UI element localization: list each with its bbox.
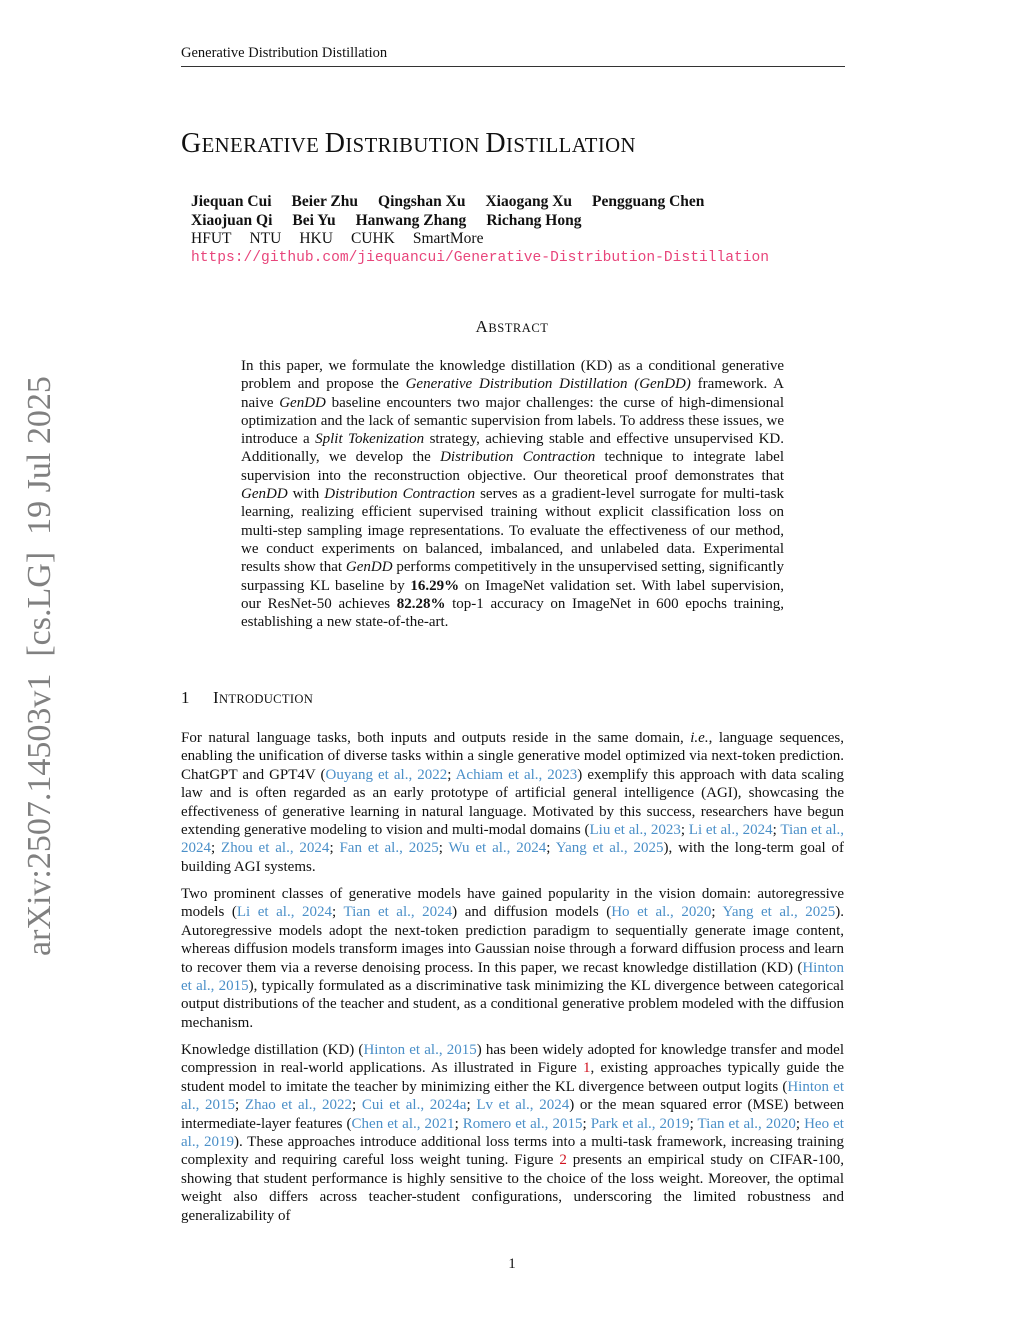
paragraph-text: ) has been widely adopted for knowledge transfer and model compression in real-world applications. As illustrated in Figure [181,1042,844,1077]
paragraph-text: presents an empirical study on CIFAR-100, showing that student performance is highly sensitive to the choice of the loss weight. Moreover, the optimal weight also differs across teacher-student configurations, underscoring the limited robustness and generalizability of [181,1152,845,1224]
citation-link[interactable]: Fan et al., 2025 [339,840,439,857]
author-name: Xiaogang Xu [485,193,573,210]
citation-link[interactable]: Tian et al., 2024 [343,904,453,921]
citation-link[interactable]: Liu et al., 2023 [589,822,681,839]
citation-link[interactable]: Heo et al., 2019 [181,1115,844,1151]
abstract-emphasis: GenDD [345,559,393,576]
paragraph-text: Knowledge distillation (KD) ( [181,1042,364,1058]
header-rule [181,66,845,67]
citation-link[interactable]: Hinton et al., 2015 [181,1078,844,1114]
author-name: Pengguang Chen [592,193,705,210]
abstract-text: technique to integrate label supervision into the reconstruction objective. Our theoretical proof demonstrates that [241,449,784,484]
body-paragraph-2 [181,885,844,1032]
abstract-emphasis: Distribution Contraction [440,449,596,466]
abstract-emphasis: Generative Distribution Distillation (GenDD) [405,376,691,393]
affiliation: HFUT [191,230,232,247]
author-list-line-2 [191,212,602,230]
repository-link[interactable]: https://github.com/jiequancui/Generative-Distribution-Distillation [191,250,770,266]
affiliation: SmartMore [412,230,484,247]
affiliation: NTU [249,230,282,247]
paragraph-text: ) or the mean squared error (MSE) between intermediate-layer features ( [181,1097,844,1132]
citation-link[interactable]: Park et al., 2019 [590,1115,690,1132]
abstract-emphasis: GenDD [279,394,326,411]
section-title-rest: NTRODUCTION [218,692,314,706]
abstract-text: strategy, achieving stable and effective unsupervised KD. Additionally, we develop the [241,431,785,466]
affiliation: CUHK [350,230,395,247]
paragraph-text: ), typically formulated as a discriminative task minimizing the KL divergence between categorical output distributions of the teacher and student, as a conditional generative problem modeled with the diffusion mechanism. [181,978,845,1031]
running-header: Generative Distribution Distillation [181,45,388,61]
citation-link[interactable]: Li et al., 2024 [688,822,773,839]
affiliation: HKU [299,230,333,247]
title-cap-d2: D [485,128,507,159]
author-name: Beier Zhu [291,193,359,210]
citation-separator: ; [582,1115,591,1132]
author-list-line-1 [191,193,724,211]
arxiv-identifier-svg [2,376,64,956]
author-name: Bei Yu [292,212,336,229]
citation-separator: ; [211,840,222,857]
citation-separator: ; [331,904,344,921]
citation-separator: ; [795,1115,805,1132]
citation-link[interactable]: Lv et al., 2024 [476,1097,570,1114]
paragraph-text: , language sequences, enabling the unification of diverse tasks within a single generative model optimized via next-token prediction. ChatGPT and GPT4V ( [181,730,844,783]
body-paragraph-3 [181,1041,844,1225]
arxiv-identifier-text: arXiv:2507.14503v1 [cs.LG] 19 Jul 2025 [21,376,58,956]
author-name: Hanwang Zhang [355,212,467,229]
body-paragraph-1 [181,729,844,876]
citation-link[interactable]: Zhou et al., 2024 [221,840,330,857]
title-rest-2: ISTRIBUTION [345,135,486,157]
citation-link[interactable]: Chen et al., 2021 [351,1115,455,1132]
abstract-text: baseline encounters two major challenges: the curse of high-dimensional optimization and the lack of semantic supervision from labels. To address these issues, we introduce a [241,394,785,448]
citation-link[interactable]: Zhao et al., 2022 [244,1097,352,1114]
section-heading [181,688,313,708]
abstract-emphasis: Split Tokenization [315,431,425,448]
paragraph-text: ). These approaches introduce additional loss terms into a multi-task framework, increasing training complexity and requiring careful loss weight tuning. Figure [181,1134,844,1169]
author-name: Qingshan Xu [378,193,466,210]
citation-separator: ; [772,822,781,839]
citation-link[interactable]: Ouyang et al., 2022 [325,766,448,783]
citation-separator: ; [546,840,556,857]
citation-separator: ; [351,1097,362,1114]
citation-link[interactable]: Yang et al., 2025 [555,840,664,857]
section-title-cap: I [213,688,219,707]
citation-separator: ; [329,840,340,857]
citation-separator: ; [454,1115,463,1132]
abstract-heading [0,317,1024,337]
citation-separator: ; [466,1097,477,1114]
citation-separator: ; [711,904,723,921]
citation-link[interactable]: Ho et al., 2020 [611,904,712,921]
arxiv-identifier [2,376,64,956]
abstract-heading-rest: BSTRACT [488,321,549,335]
abstract-text: framework. A naive [241,376,785,411]
abstract-body [241,357,784,631]
paragraph-text: For natural language tasks, both inputs and outputs reside in the same domain, [181,730,691,746]
title-rest-1: ENERATIVE [201,135,325,157]
author-name: Jiequan Cui [191,193,272,210]
paragraph-text: ). Autoregressive models adopt the next-token prediction paradigm to sequentially generate image content, whereas diffusion models transform images into Gaussian noise through a forward diffusion process and learn to recover them via a reverse denoising process. In this paper, we recast knowledge distillation (KD) ( [181,904,844,976]
citation-link[interactable]: Cui et al., 2024a [361,1097,467,1114]
citation-separator: ; [438,840,449,857]
abstract-highlight-kl: 16.29% [410,577,460,594]
citation-link[interactable]: Hinton et al., 2015 [363,1042,477,1058]
abstract-emphasis: GenDD [241,486,288,503]
abstract-heading-cap: A [475,317,489,336]
citation-link[interactable]: Wu et al., 2024 [448,840,547,857]
title-cap-g: G [181,128,202,159]
section-number: 1 [181,688,190,707]
affiliations [191,230,501,248]
paragraph-text: ) and diffusion models ( [452,904,612,921]
abstract-emphasis: Distribution Contraction [324,486,476,503]
abstract-text: In this paper, we formulate the knowledge distillation (KD) as a conditional generative problem and propose the [241,358,784,393]
paragraph-text: ), with the long-term goal of building AGI systems. [181,840,844,875]
abstract-text: top-1 accuracy on ImageNet in 600 epochs training, establishing a new state-of-the-art. [241,595,784,631]
citation-separator: ; [689,1115,698,1132]
paragraph-text: , existing approaches typically guide the student model to imitate the teacher by minimizing either the KL divergence between output logits ( [181,1060,844,1095]
paragraph-text: Two prominent classes of generative models have gained popularity in the vision domain: autoregressive models ( [181,886,844,921]
abstract-highlight-top1: 82.28% [396,595,446,612]
author-name: Richang Hong [486,212,582,229]
author-name: Xiaojuan Qi [191,212,273,229]
paragraph-emphasis: i.e. [690,730,709,746]
page-number: 1 [508,1256,516,1272]
abstract-text: with [287,486,325,503]
citation-separator: ; [235,1097,245,1114]
citation-link[interactable]: Tian et al., 2020 [697,1115,796,1132]
paper-title [181,128,636,160]
figure-reference-link[interactable]: 2 [559,1152,567,1169]
citation-link[interactable]: Tian et al., 2024 [181,822,844,857]
citation-link[interactable]: Achiam et al., 2023 [455,766,578,783]
citation-separator: ; [447,766,456,783]
abstract-text: serves as a gradient-level surrogate for multi-task learning, realizing efficient supervised training without explicit classification loss on multi-step sampling image representations. To evaluate the effectiveness of our method, we conduct experiments on balanced, imbalanced, and unlabeled data. Experimental results show that [241,486,784,576]
title-cap-d1: D [324,128,346,159]
citation-link[interactable]: Romero et al., 2015 [462,1115,583,1132]
citation-separator: ; [680,822,689,839]
paragraph-text: ) exemplify this approach with data scaling law and is often regarded as an early prototype of artificial general intelligence (AGI), showcasing the effectiveness of generative learning in natural language. Motivated by this success, researchers have begun extending generative modeling to vision and multi-modal domains ( [181,766,845,839]
title-rest-3: ISTILLATION [506,135,636,157]
citation-link[interactable]: Yang et al., 2025 [722,904,836,921]
abstract-text: performs competitively in the unsupervised setting, significantly surpassing KL baseline by [241,559,785,594]
citation-link[interactable]: Li et al., 2024 [236,904,332,921]
abstract-text: on ImageNet validation set. With label supervision, our ResNet-50 achieves [241,577,785,612]
citation-link[interactable]: Hinton et al., 2015 [181,959,844,995]
figure-reference-link[interactable]: 1 [582,1060,591,1077]
